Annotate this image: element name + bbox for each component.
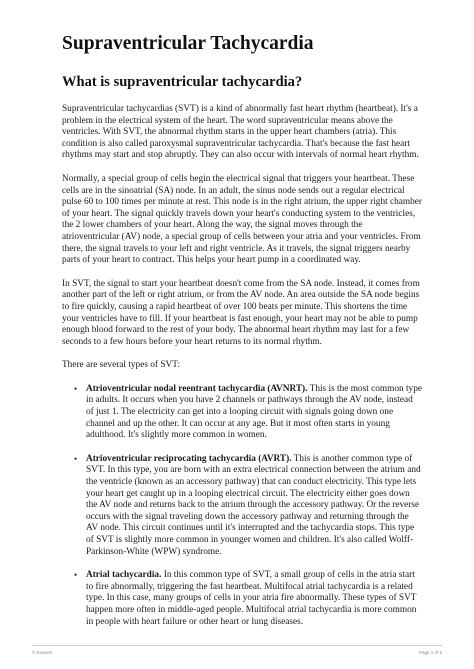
list-item-term: Atrial tachycardia. (86, 570, 162, 581)
list-item-text: In this common type of SVT, a small group of cells in the atria start to fire abnormally, triggering the fast heartbeat. Multifocal atrial tachycardia is a related type. In this case, many groups of cells in your atria fire abnormally. These types of SVT happen more often in middle-aged people. Multifocal atrial tachycardia is more common in people with heart failure or other heart or lung diseases. (86, 570, 417, 627)
paragraph-normal-signal: Normally, a special group of cells begin the electrical signal that triggers your heartbeat. These cells are in the sinoatrial (SA) node. In an adult, the sinus node sends out a regular electrical pulse 60 to 100 times per minute at rest. This node is in the right atrium, the upper right chamber of your heart. The signal quickly travels down your heart's conducting system to the ventricles, the 2 lower chambers of your heart. Along the way, the signal moves through the atrioventricular (AV) node, a special group of cells between your atria and your ventricles. From there, the signal travels to your left and right ventricle. As it travels, the signal triggers nearby parts of your heart to contract. This helps your heart pump in a coordinated way. (62, 173, 423, 266)
list-item-atrial-tachycardia (74, 570, 422, 628)
footer-copyright: © Krames (32, 650, 53, 655)
document-title: Supraventricular Tachycardia (62, 33, 314, 54)
section-heading: What is supraventricular tachycardia? (62, 74, 303, 90)
page-footer (32, 645, 442, 659)
footer-page-number: Page 1 of 5 (418, 650, 442, 655)
paragraph-svt-signal: In SVT, the signal to start your heartbeat doesn't come from the SA node. Instead, it comes from another part of the left or right atrium, or from the AV node. An area outside the SA node begins to fire quickly, causing a rapid heartbeat of over 100 beats per minute. This shortens the time your ventricles have to fill. If your heartbeat is fast enough, your heart may not be able to pump enough blood forward to the rest of your body. The abnormal heart rhythm may last for a few seconds to a few hours before your heart returns to its normal rhythm. (62, 278, 420, 347)
document-page (62, 32, 422, 640)
svt-types-list (62, 384, 422, 628)
bullet-icon: • (74, 570, 78, 581)
list-item-avrt (74, 453, 422, 558)
paragraph-types-intro: There are several types of SVT: (62, 360, 181, 371)
bullet-icon: • (74, 453, 78, 464)
list-item-term: Atrioventricular reciprocating tachycardia (AVRT). (86, 453, 292, 464)
list-item-avnrt (74, 383, 422, 442)
list-item-text: This is the most common type in adults. It occurs when you have 2 channels or pathways through the AV node, instead of just 1. The electricity can get into a looping circuit with signals going down one channel and up the other. It can occur at any age. But it most often starts in young adulthood. It's slightly more common in women. (86, 383, 422, 441)
paragraph-intro: Supraventricular tachycardias (SVT) is a kind of abnormally fast heart rhythm (heartbeat). It's a problem in the electrical system of the heart. The word supraventricular means above the ventricles. With SVT, the abnormal rhythm starts in the upper heart chambers (atria). This condition is also called paroxysmal supraventricular tachycardia. That's because the fast heart rhythms may start and stop abruptly. They can also occur with intervals of normal heart rhythm. (62, 104, 419, 161)
list-item-term: Atrioventricular nodal reentrant tachycardia (AVNRT). (86, 383, 308, 394)
list-item-text: This is another common type of SVT. In this type, you are born with an extra electrical connection between the atrium and the ventricle (known as an accessory pathway) that can conduct electricity. This type lets your heart get caught up in a looping electrical circuit. The electricity either goes down the AV node and returns back to the atrium through the accessory pathway. Or the reverse occurs with the signal traveling down the accessory pathway and returning through the AV node. This circuit continues until it's interrupted and the tachycardia stops. This type of SVT is slightly more common in younger women and children. It's also called Wolff-Parkinson-White (WPW) syndrome. (86, 453, 421, 557)
bullet-icon: • (74, 383, 78, 394)
